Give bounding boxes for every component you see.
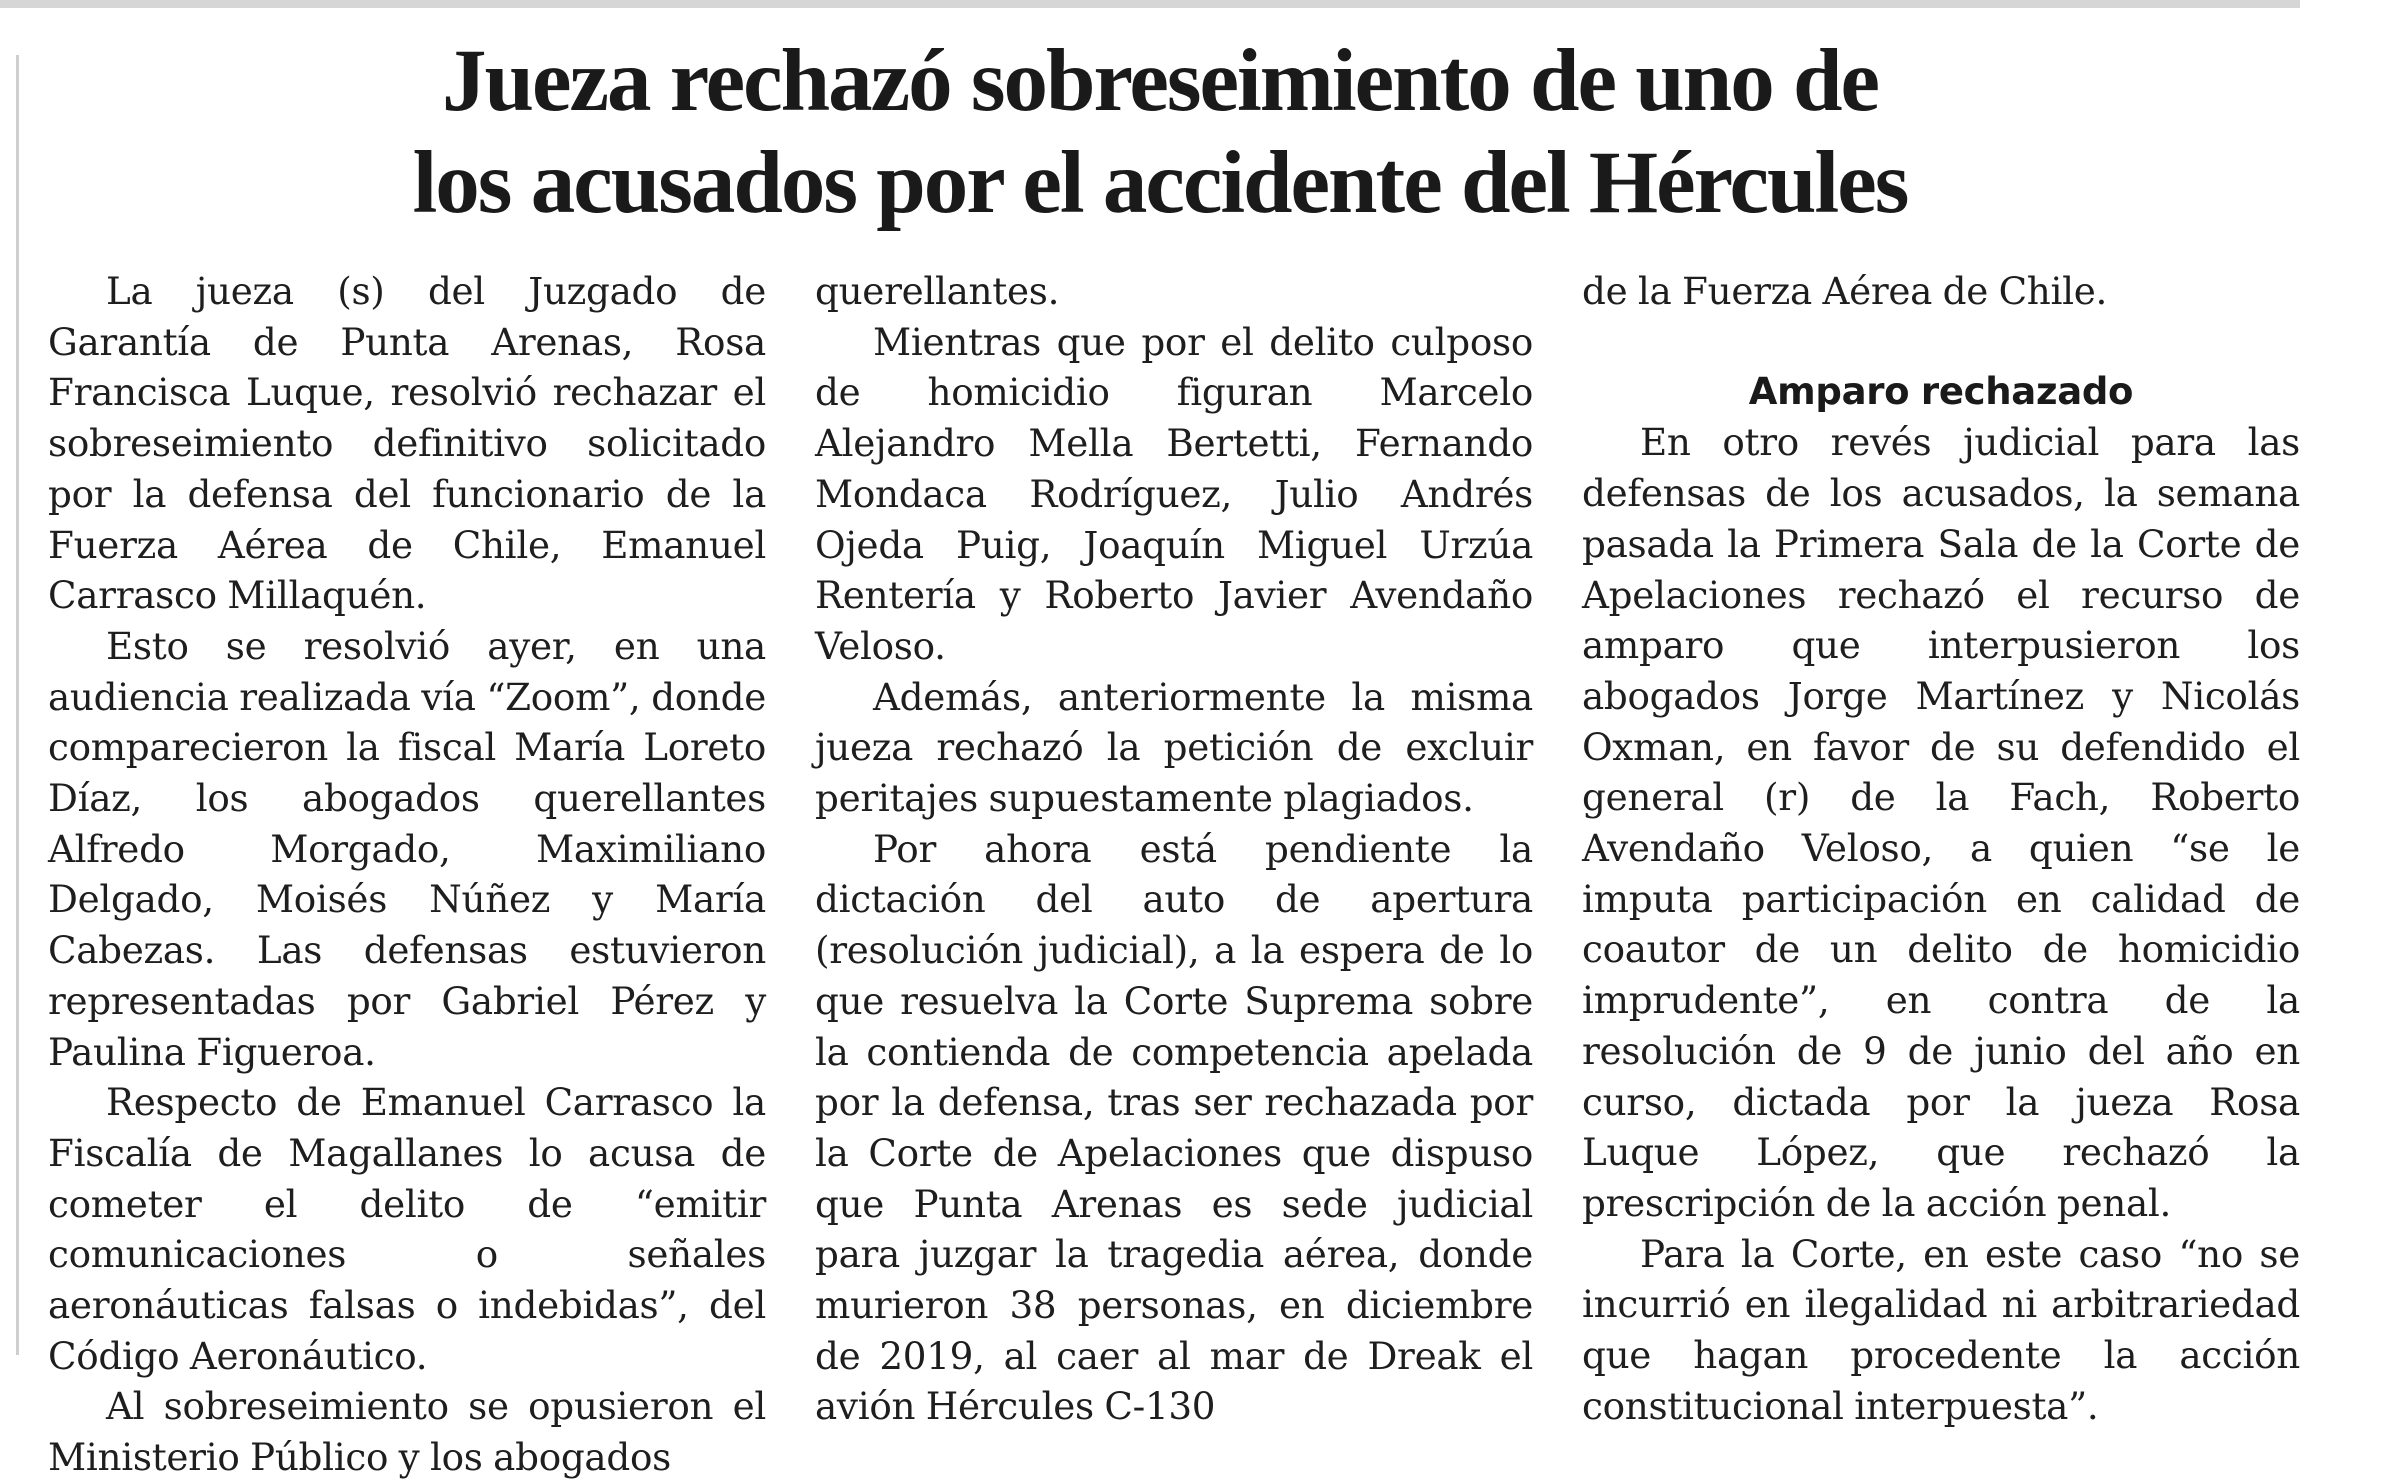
article-column-3 (1582, 266, 2300, 1431)
headline-line-1: Jueza rechazó sobreseimiento de uno de (441, 32, 1879, 130)
paragraph: Por ahora está pendiente la dictación del auto de apertura (resolución judicial), a la espera de lo que resuelva la Corte Suprema sobre la contienda de competencia apelada por la defensa, tras ser rechazada por la Corte de Apelaciones que dispuso que Punta Arenas es sede judicial para juzgar la tragedia aérea, donde murieron 38 personas, en diciembre de 2019, al caer al mar de Dreak el avión Hércules C-130 (815, 826, 1533, 1429)
paragraph: La jueza (s) del Juzgado de Garantía de Punta Arenas, Rosa Francisca Luque, resolvió rechazar el sobreseimiento definitivo solicitado por la defensa del funcionario de la Fuerza Aérea de Chile, Emanuel Carrasco Millaquén. (48, 269, 766, 618)
paragraph-continuation: de la Fuerza Aérea de Chile. (1582, 269, 2108, 313)
paragraph-continuation: querellantes. (815, 269, 1060, 313)
paragraph: Al sobreseimiento se opusieron el Ministerio Público y los abogados (48, 1384, 766, 1480)
paragraph: Esto se resolvió ayer, en una audiencia realizada vía “Zoom”, donde comparecieron la fiscal María Loreto Díaz, los abogados querellantes Alfredo Morgado, Maximiliano Delgado, Moisés Núñez y María Cabezas. Las defensas estuvieron representadas por Gabriel Pérez y Paulina Figueroa. (48, 623, 766, 1074)
article-column-1 (48, 266, 766, 1483)
article-column-2 (815, 266, 1533, 1432)
section-subheading: Amparo rechazado (1748, 369, 2134, 413)
paragraph: Para la Corte, en este caso “no se incurrió en ilegalidad ni arbitrariedad que hagan procedente la acción constitucional interpuesta”. (1582, 1231, 2300, 1428)
paragraph: Mientras que por el delito culposo de homicidio figuran Marcelo Alejandro Mella Bertetti, Fernando Mondaca Rodríguez, Julio Andrés Ojeda Puig, Joaquín Miguel Urzúa Rentería y Roberto Javier Avendaño Veloso. (815, 319, 1533, 668)
headline-line-2: los acusados por el accidente del Hércules (412, 134, 1908, 232)
paragraph: En otro revés judicial para las defensas de los acusados, la semana pasada la Primera Sala de la Corte de Apelaciones rechazó el recurso de amparo que interpusieron los abogados Jorge Martínez y Nicolás Oxman, en favor de su defendido el general (r) de la Fach, Roberto Avendaño Veloso, a quien “se le imputa participación en calidad de coautor de un delito de homicidio imprudente”, en contra de la resolución de 9 de junio del año en curso, dictada por la jueza Rosa Luque López, que rechazó la prescripción de la acción penal. (1582, 420, 2300, 1225)
paragraph: Además, anteriormente la misma jueza rechazó la petición de excluir peritajes supuestamente plagiados. (815, 674, 1533, 821)
paragraph: Respecto de Emanuel Carrasco la Fiscalía de Magallanes lo acusa de cometer el delito de “emitir comunicaciones o señales aeronáuticas falsas o indebidas”, del Código Aeronáutico. (48, 1080, 766, 1378)
top-divider (0, 0, 2300, 8)
left-column-rule (16, 55, 19, 1355)
article-headline (40, 30, 2280, 234)
